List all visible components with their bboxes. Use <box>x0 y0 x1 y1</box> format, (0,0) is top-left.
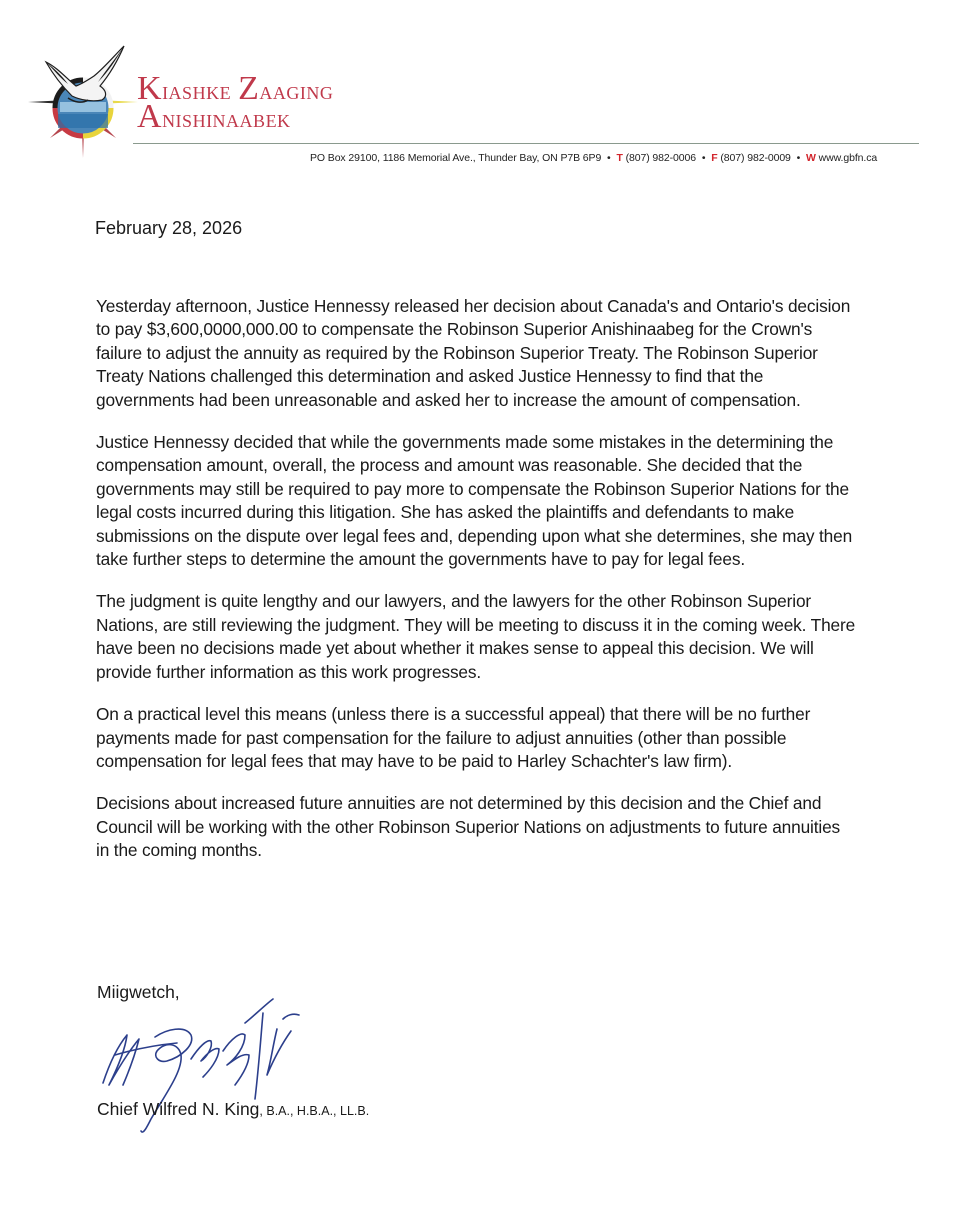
eagle-compass-logo-icon <box>28 40 138 158</box>
paragraph-future-annuities: Decisions about increased future annuities are not determined by this decision and the Chief and Council will be working with the other Robinson Superior Nations on adjustments to future annuities in the coming months. <box>96 793 841 861</box>
closing-salutation: Miigwetch, <box>97 982 180 1002</box>
signatory-credentials: , B.A., H.B.A., LL.B. <box>259 1104 370 1118</box>
organization-name <box>137 70 334 135</box>
website-link[interactable]: www.gbfn.ca <box>818 152 878 164</box>
paragraph-reasonableness: Justice Hennessy decided that while the governments made some mistakes in the determining the compensation amount, overall, the process and amount was reasonable. She decided that the governments may still be required to pay more to compensate the Robinson Superior Nations for the legal costs incurred during this litigation. She has asked the plaintiffs and defendants to make submissions on the dispute over legal fees and, depending upon what she determines, she may then take further steps to determine the amount the governments have to pay for legal fees. <box>96 432 853 570</box>
paragraph-review-status: The judgment is quite lengthy and our lawyers, and the lawyers for the other Robinson Superior Nations, are still reviewing the judgment. They will be meeting to discuss it in the coming week. There have been no decisions made yet about whether it makes sense to appeal this decision. We will provide further information as this work progresses. <box>96 591 856 682</box>
fax-label: F <box>711 152 718 164</box>
contact-info <box>310 152 877 164</box>
bullet-separator: • <box>607 152 611 164</box>
organization-name-line-1 <box>137 70 334 107</box>
organization-name-line-2 <box>137 98 333 135</box>
signatory <box>97 1099 369 1120</box>
org-initial-a: A <box>137 98 163 135</box>
bullet-separator: • <box>701 152 706 164</box>
header-divider <box>133 143 919 144</box>
org-name-word-3: nishinaabek <box>162 104 291 133</box>
paragraph-decision-summary: Yesterday afternoon, Justice Hennessy released her decision about Canada's and Ontario's decision to pay $3,600,0000,000.00 to compensate the Robinson Superior Anishinaabeg for the Crown's failure to adjust the annuity as required by the Robinson Superior Treaty. The Robinson Superior Treaty Nations challenged this determination and asked Justice Hennessy to find that the governments had been unreasonable and asked her to increase the amount of compensation. <box>96 296 851 410</box>
web-label: W <box>806 152 816 164</box>
org-name-word-1: iashke <box>162 76 239 105</box>
fax-number: (807) 982-0009 <box>720 152 791 164</box>
bullet-separator: • <box>796 152 801 164</box>
org-initial-z: Z <box>238 70 260 107</box>
org-initial-k: K <box>137 70 163 107</box>
letter-date: February 28, 2026 <box>95 218 243 238</box>
letter-body <box>96 295 856 882</box>
phone-label: T <box>616 152 623 164</box>
signatory-name: Chief Wilfred N. King <box>97 1099 260 1119</box>
letterhead <box>0 0 964 170</box>
org-name-word-2: aaging <box>259 76 334 105</box>
phone-number: (807) 982-0006 <box>625 152 696 164</box>
mailing-address: PO Box 29100, 1186 Memorial Ave., Thunder Bay, ON P7B 6P9 <box>310 152 602 164</box>
paragraph-practical-impact: On a practical level this means (unless there is a successful appeal) that there will be no further payments made for past compensation for the failure to adjust annuities (other than possible compensation for legal fees that may have to be paid to Harley Schachter's law firm). <box>96 704 811 771</box>
